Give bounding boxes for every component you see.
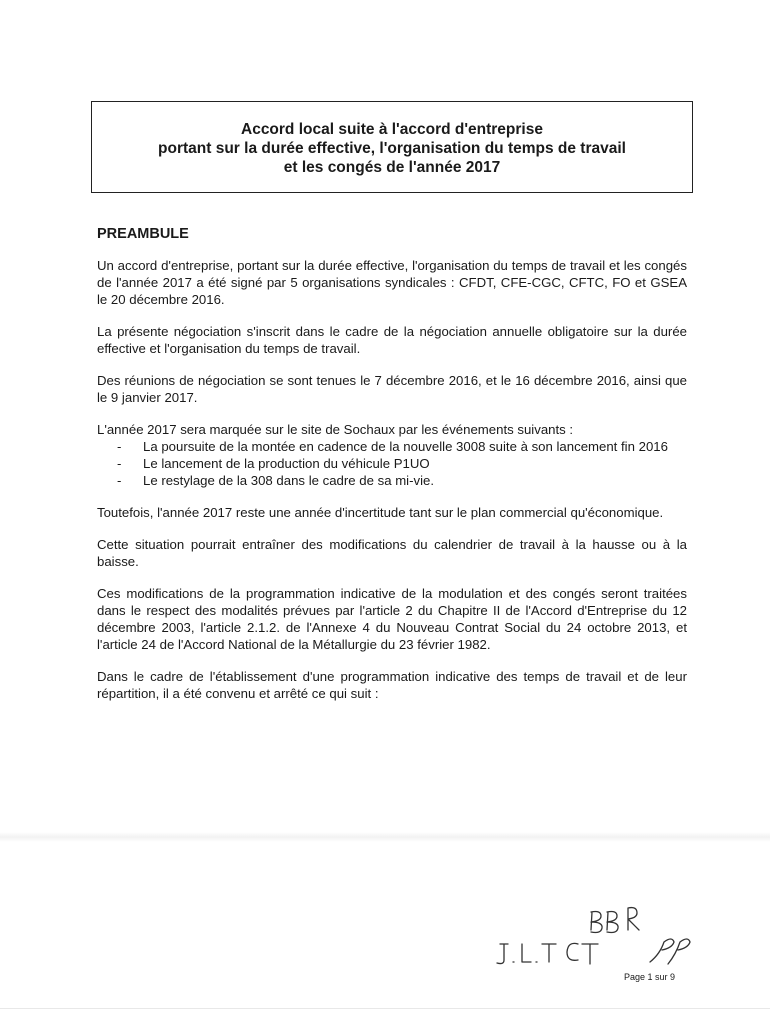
title-line-1: Accord local suite à l'accord d'entreprise <box>241 121 543 138</box>
paragraph: La présente négociation s'inscrit dans le cadre de la négociation annuelle obligatoire sur la durée effective et l'organisation du temps de travail. <box>97 324 687 356</box>
document-body <box>97 257 687 717</box>
paragraph: Toutefois, l'année 2017 reste une année d'incertitude tant sur le plan commercial qu'économique. <box>97 505 664 520</box>
event-list <box>97 438 687 489</box>
scan-edge <box>0 1008 770 1009</box>
paragraph: Ces modifications de la programmation indicative de la modulation et des congés seront traitées dans le respect des modalités prévues par l'article 2 du Chapitre II de l'Accord d'Entreprise du 12 décembre 2003, l'article 2.1.2. de l'Annexe 4 du Nouveau Contrat Social du 24 octobre 2013, et l'article 24 de l'Accord National de la Métallurgie du 23 février 1982. <box>97 586 687 652</box>
handwritten-initials <box>490 900 720 980</box>
list-item: - La poursuite de la montée en cadence de la nouvelle 3008 suite à son lancement fin 2016 <box>97 438 687 455</box>
document-title-box <box>91 101 693 193</box>
title-line-3: et les congés de l'année 2017 <box>283 159 501 176</box>
paragraph: L'année 2017 sera marquée sur le site de Sochaux par les événements suivants : <box>97 422 574 437</box>
paragraph: Dans le cadre de l'établissement d'une programmation indicative des temps de travail et de leur répartition, il a été convenu et arrêté ce qui suit : <box>97 669 687 701</box>
paragraph: Cette situation pourrait entraîner des modifications du calendrier de travail à la hausse ou à la baisse. <box>97 537 687 569</box>
paragraph: Des réunions de négociation se sont tenues le 7 décembre 2016, et le 16 décembre 2016, ainsi que le 9 janvier 2017. <box>97 373 687 405</box>
section-heading: PREAMBULE <box>97 226 189 242</box>
list-item: - Le restylage de la 308 dans le cadre de sa mi-vie. <box>97 472 687 489</box>
title-line-2: portant sur la durée effective, l'organisation du temps de travail <box>158 140 626 157</box>
list-item: - Le lancement de la production du véhicule P1UO <box>97 455 687 472</box>
scan-artifact <box>0 832 770 842</box>
page-number: Page 1 sur 9 <box>624 972 676 982</box>
paragraph: Un accord d'entreprise, portant sur la durée effective, l'organisation du temps de travail et les congés de l'année 2017 a été signé par 5 organisations syndicales : CFDT, CFE-CGC, CFTC, FO et GSEA le 20 décembre 2016. <box>97 258 687 307</box>
